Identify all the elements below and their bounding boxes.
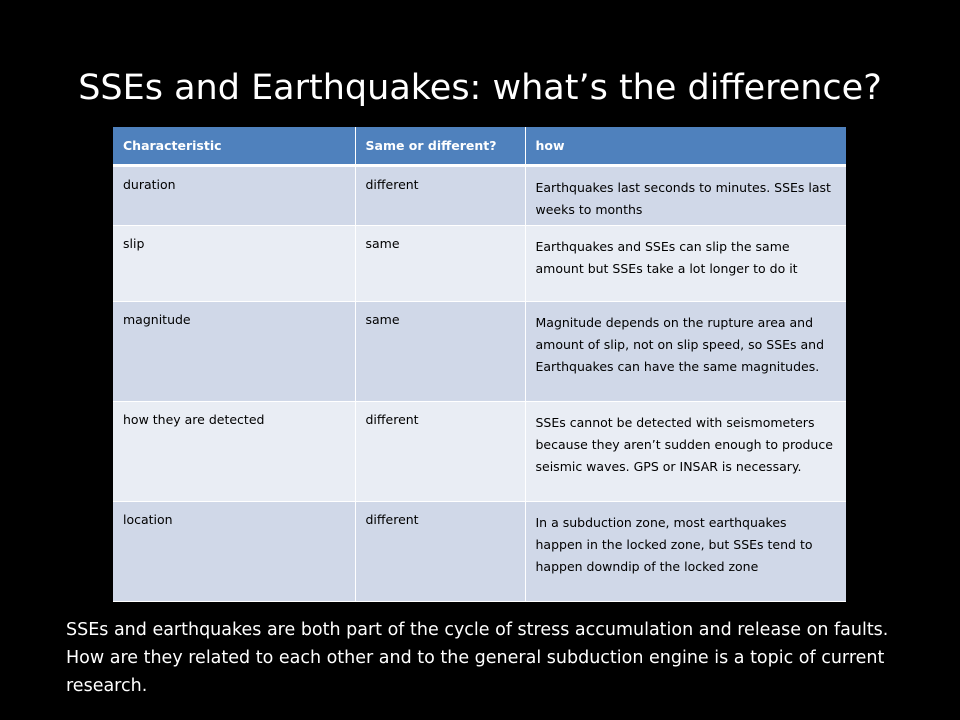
table-row [113,301,846,401]
characteristic-cell: how they are detected [113,401,355,501]
same-or-different-cell: different [355,401,525,501]
how-cell: SSEs cannot be detected with seismometers because they aren’t sudden enough to produce seismic waves. GPS or INSAR is necessary. [525,401,846,501]
how-cell: In a subduction zone, most earthquakes happen in the locked zone, but SSEs tend to happen downdip of the locked zone [525,501,846,601]
same-or-different-cell: same [355,301,525,401]
footer-paragraph: SSEs and earthquakes are both part of the cycle of stress accumulation and release on faults. How are they related to each other and to the general subduction engine is a topic of current research. [66,620,889,696]
table-header-row [113,127,846,165]
characteristic-cell: duration [113,165,355,225]
slide-title: SSEs and Earthquakes: what’s the difference? [78,68,882,108]
how-cell: Earthquakes last seconds to minutes. SSEs last weeks to months [525,165,846,225]
same-or-different-cell: different [355,501,525,601]
column-header-characteristic: Characteristic [113,127,355,165]
how-cell: Earthquakes and SSEs can slip the same amount but SSEs take a lot longer to do it [525,225,846,301]
same-or-different-cell: same [355,225,525,301]
characteristic-cell: magnitude [113,301,355,401]
table-row [113,225,846,301]
how-cell: Magnitude depends on the rupture area and amount of slip, not on slip speed, so SSEs and Earthquakes can have the same magnitudes. [525,301,846,401]
table-row [113,165,846,225]
column-header-same-or-different: Same or different? [355,127,525,165]
column-header-how: how [525,127,846,165]
comparison-table [113,127,846,602]
table-row [113,401,846,501]
characteristic-cell: location [113,501,355,601]
table-row [113,501,846,601]
same-or-different-cell: different [355,165,525,225]
characteristic-cell: slip [113,225,355,301]
